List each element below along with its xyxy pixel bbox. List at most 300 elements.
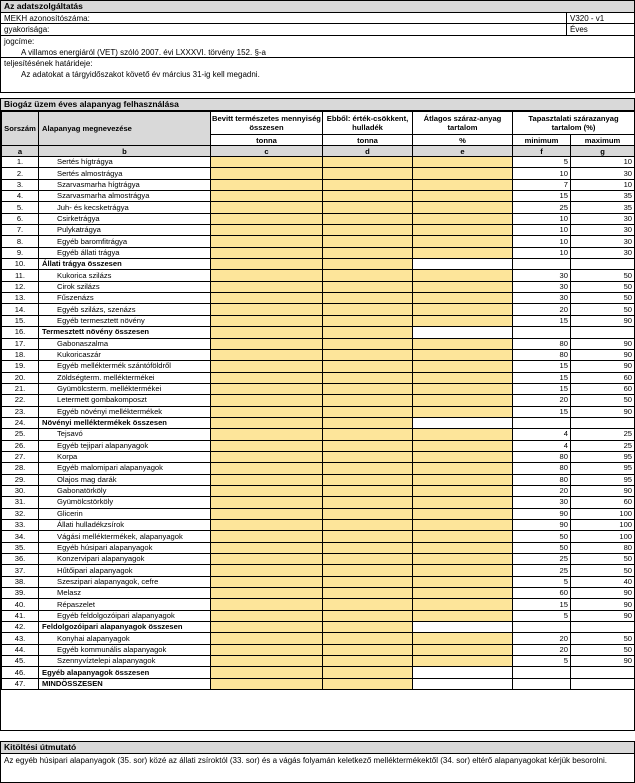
row-number: 32. xyxy=(2,508,39,519)
max-value: 10 xyxy=(571,179,635,190)
max-value: 50 xyxy=(571,281,635,292)
max-value xyxy=(571,622,635,633)
dry-matter-cell[interactable] xyxy=(413,202,513,213)
table-row xyxy=(2,644,635,655)
waste-quantity-cell[interactable] xyxy=(323,383,413,394)
input-quantity-cell[interactable] xyxy=(211,259,323,270)
max-value: 80 xyxy=(571,542,635,553)
min-value xyxy=(513,678,571,689)
min-value: 80 xyxy=(513,463,571,474)
max-value: 95 xyxy=(571,463,635,474)
input-quantity-cell[interactable] xyxy=(211,202,323,213)
row-number: 9. xyxy=(2,247,39,258)
row-name: Melasz xyxy=(39,588,211,599)
input-quantity-cell[interactable] xyxy=(211,633,323,644)
row-name: Szennyvíztelepi alapanyagok xyxy=(39,656,211,667)
min-value: 4 xyxy=(513,440,571,451)
col-letter-g: g xyxy=(571,146,635,157)
input-quantity-cell[interactable] xyxy=(211,463,323,474)
dry-matter-cell[interactable] xyxy=(413,213,513,224)
max-value: 10 xyxy=(571,157,635,168)
min-value: 20 xyxy=(513,644,571,655)
row-name: Egyéb melléktermék szántóföldről xyxy=(39,361,211,372)
dry-matter-cell[interactable] xyxy=(413,610,513,621)
input-quantity-cell[interactable] xyxy=(211,168,323,179)
table-row xyxy=(2,451,635,462)
min-value xyxy=(513,417,571,428)
waste-quantity-cell[interactable] xyxy=(323,225,413,236)
row-number: 26. xyxy=(2,440,39,451)
input-quantity-cell[interactable] xyxy=(211,213,323,224)
min-value: 25 xyxy=(513,565,571,576)
max-value: 90 xyxy=(571,599,635,610)
input-quantity-cell[interactable] xyxy=(211,588,323,599)
input-quantity-cell[interactable] xyxy=(211,542,323,553)
dry-matter-cell[interactable] xyxy=(413,565,513,576)
col-header-name: Alapanyag megnevezése xyxy=(39,112,211,146)
min-value: 15 xyxy=(513,599,571,610)
dry-matter-cell[interactable] xyxy=(413,395,513,406)
table-row xyxy=(2,667,635,678)
table-row xyxy=(2,565,635,576)
row-number: 40. xyxy=(2,599,39,610)
row-number: 2. xyxy=(2,168,39,179)
max-value: 50 xyxy=(571,270,635,281)
row-name: Egyéb növényi melléktermékek xyxy=(39,406,211,417)
max-value: 35 xyxy=(571,202,635,213)
input-quantity-cell[interactable] xyxy=(211,236,323,247)
table-row xyxy=(2,542,635,553)
input-quantity-cell[interactable] xyxy=(211,157,323,168)
input-quantity-cell[interactable] xyxy=(211,281,323,292)
row-number: 30. xyxy=(2,485,39,496)
input-quantity-cell[interactable] xyxy=(211,417,323,428)
dry-matter-cell[interactable] xyxy=(413,588,513,599)
unit-g: maximum xyxy=(571,135,635,146)
waste-quantity-cell[interactable] xyxy=(323,485,413,496)
dry-matter-cell[interactable] xyxy=(413,168,513,179)
dry-matter-cell[interactable] xyxy=(413,179,513,190)
dry-matter-cell[interactable] xyxy=(413,406,513,417)
row-name: Csirketrágya xyxy=(39,213,211,224)
row-name: Juh- és kecsketrágya xyxy=(39,202,211,213)
waste-quantity-cell[interactable] xyxy=(323,610,413,621)
row-name: MINDÖSSZESEN xyxy=(39,678,211,689)
row-number: 31. xyxy=(2,497,39,508)
row-number: 45. xyxy=(2,656,39,667)
row-number: 14. xyxy=(2,304,39,315)
dry-matter-cell[interactable] xyxy=(413,372,513,383)
dry-matter-cell[interactable] xyxy=(413,520,513,531)
dry-matter-cell[interactable] xyxy=(413,293,513,304)
dry-matter-cell[interactable] xyxy=(413,463,513,474)
input-quantity-cell[interactable] xyxy=(211,565,323,576)
dry-matter-cell[interactable] xyxy=(413,554,513,565)
min-value: 15 xyxy=(513,361,571,372)
feedstock-table-title: Biogáz üzem éves alapanyag felhasználása xyxy=(1,99,634,111)
table-row xyxy=(2,168,635,179)
dry-matter-cell[interactable] xyxy=(413,440,513,451)
table-row xyxy=(2,383,635,394)
waste-quantity-cell[interactable] xyxy=(323,338,413,349)
col-letter-b: b xyxy=(39,146,211,157)
max-value xyxy=(571,667,635,678)
table-row xyxy=(2,338,635,349)
input-quantity-cell[interactable] xyxy=(211,395,323,406)
input-quantity-cell[interactable] xyxy=(211,451,323,462)
row-name: Konzervipari alapanyagok xyxy=(39,554,211,565)
row-name: Egyéb feldolgozóipari alapanyagok xyxy=(39,610,211,621)
info-row-frequency xyxy=(1,24,634,35)
input-quantity-cell[interactable] xyxy=(211,225,323,236)
waste-quantity-cell[interactable] xyxy=(323,440,413,451)
row-name: Állati trágya összesen xyxy=(39,259,211,270)
max-value xyxy=(571,327,635,338)
input-quantity-cell[interactable] xyxy=(211,383,323,394)
input-quantity-cell[interactable] xyxy=(211,576,323,587)
max-value: 25 xyxy=(571,429,635,440)
row-number: 4. xyxy=(2,191,39,202)
min-value: 5 xyxy=(513,656,571,667)
table-row xyxy=(2,508,635,519)
waste-quantity-cell[interactable] xyxy=(323,157,413,168)
waste-quantity-cell[interactable] xyxy=(323,213,413,224)
input-quantity-cell[interactable] xyxy=(211,474,323,485)
dry-matter-cell[interactable] xyxy=(413,451,513,462)
min-value: 30 xyxy=(513,497,571,508)
min-value xyxy=(513,259,571,270)
table-row xyxy=(2,259,635,270)
waste-quantity-cell[interactable] xyxy=(323,270,413,281)
input-quantity-cell[interactable] xyxy=(211,497,323,508)
dry-matter-cell[interactable] xyxy=(413,191,513,202)
row-number: 6. xyxy=(2,213,39,224)
waste-quantity-cell[interactable] xyxy=(323,429,413,440)
info-label-frequency: gyakorisága: xyxy=(4,25,50,35)
min-value: 50 xyxy=(513,531,571,542)
dry-matter-cell[interactable] xyxy=(413,656,513,667)
col-header-waste: Ebből: érték-csökkent, hulladék xyxy=(323,112,413,135)
min-value: 80 xyxy=(513,349,571,360)
info-row-id xyxy=(1,13,634,24)
waste-quantity-cell[interactable] xyxy=(323,463,413,474)
min-value: 10 xyxy=(513,168,571,179)
row-name: Egyéb alapanyagok összesen xyxy=(39,667,211,678)
row-number: 38. xyxy=(2,576,39,587)
row-name: Egyéb malomipari alapanyagok xyxy=(39,463,211,474)
max-value: 90 xyxy=(571,338,635,349)
waste-quantity-cell[interactable] xyxy=(323,554,413,565)
waste-quantity-cell[interactable] xyxy=(323,417,413,428)
row-name: Feldolgozóipari alapanyagok összesen xyxy=(39,622,211,633)
min-value: 30 xyxy=(513,270,571,281)
waste-quantity-cell[interactable] xyxy=(323,633,413,644)
waste-quantity-cell[interactable] xyxy=(323,667,413,678)
input-quantity-cell[interactable] xyxy=(211,440,323,451)
row-name: Korpa xyxy=(39,451,211,462)
waste-quantity-cell[interactable] xyxy=(323,315,413,326)
input-quantity-cell[interactable] xyxy=(211,327,323,338)
input-quantity-cell[interactable] xyxy=(211,622,323,633)
min-value: 15 xyxy=(513,315,571,326)
max-value xyxy=(571,417,635,428)
max-value: 100 xyxy=(571,531,635,542)
row-number: 41. xyxy=(2,610,39,621)
input-quantity-cell[interactable] xyxy=(211,315,323,326)
table-row xyxy=(2,236,635,247)
waste-quantity-cell[interactable] xyxy=(323,281,413,292)
waste-quantity-cell[interactable] xyxy=(323,395,413,406)
dry-matter-cell[interactable] xyxy=(413,270,513,281)
table-row xyxy=(2,270,635,281)
waste-quantity-cell[interactable] xyxy=(323,576,413,587)
min-value: 25 xyxy=(513,554,571,565)
dry-matter-cell[interactable] xyxy=(413,338,513,349)
table-row xyxy=(2,293,635,304)
input-quantity-cell[interactable] xyxy=(211,247,323,258)
row-name: Egyéb húsipari alapanyagok xyxy=(39,542,211,553)
waste-quantity-cell[interactable] xyxy=(323,179,413,190)
dry-matter-cell[interactable] xyxy=(413,361,513,372)
dry-matter-cell[interactable] xyxy=(413,508,513,519)
row-number: 37. xyxy=(2,565,39,576)
input-quantity-cell[interactable] xyxy=(211,485,323,496)
waste-quantity-cell[interactable] xyxy=(323,202,413,213)
dry-matter-cell[interactable] xyxy=(413,315,513,326)
waste-quantity-cell[interactable] xyxy=(323,565,413,576)
max-value: 90 xyxy=(571,588,635,599)
col-header-dry-matter: Átlagos száraz-anyag tartalom xyxy=(413,112,513,135)
max-value: 50 xyxy=(571,565,635,576)
dry-matter-cell[interactable] xyxy=(413,485,513,496)
instructions-title: Kitöltési útmutató xyxy=(1,742,634,754)
min-value: 5 xyxy=(513,610,571,621)
input-quantity-cell[interactable] xyxy=(211,508,323,519)
waste-quantity-cell[interactable] xyxy=(323,372,413,383)
table-row xyxy=(2,678,635,689)
input-quantity-cell[interactable] xyxy=(211,554,323,565)
input-quantity-cell[interactable] xyxy=(211,191,323,202)
input-quantity-cell[interactable] xyxy=(211,656,323,667)
dry-matter-cell[interactable] xyxy=(413,236,513,247)
min-value: 25 xyxy=(513,202,571,213)
row-name: Tejsavó xyxy=(39,429,211,440)
dry-matter-cell[interactable] xyxy=(413,644,513,655)
waste-quantity-cell[interactable] xyxy=(323,520,413,531)
row-number: 44. xyxy=(2,644,39,655)
unit-f: minimum xyxy=(513,135,571,146)
waste-quantity-cell[interactable] xyxy=(323,259,413,270)
dry-matter-cell xyxy=(413,667,513,678)
row-number: 21. xyxy=(2,383,39,394)
table-row xyxy=(2,429,635,440)
input-quantity-cell[interactable] xyxy=(211,678,323,689)
row-name: Répaszelet xyxy=(39,599,211,610)
min-value: 60 xyxy=(513,588,571,599)
input-quantity-cell[interactable] xyxy=(211,644,323,655)
info-legal-basis-text: A villamos energiáról (VET) szóló 2007. évi LXXXVI. törvény 152. §-a xyxy=(21,47,267,57)
row-number: 11. xyxy=(2,270,39,281)
waste-quantity-cell[interactable] xyxy=(323,542,413,553)
info-value-frequency: Éves xyxy=(566,24,634,34)
dry-matter-cell[interactable] xyxy=(413,633,513,644)
input-quantity-cell[interactable] xyxy=(211,338,323,349)
dry-matter-cell[interactable] xyxy=(413,599,513,610)
table-row xyxy=(2,610,635,621)
min-value xyxy=(513,327,571,338)
dry-matter-cell[interactable] xyxy=(413,157,513,168)
row-number: 13. xyxy=(2,293,39,304)
max-value: 90 xyxy=(571,361,635,372)
waste-quantity-cell[interactable] xyxy=(323,247,413,258)
row-name: Egyéb baromfitrágya xyxy=(39,236,211,247)
dry-matter-cell[interactable] xyxy=(413,576,513,587)
input-quantity-cell[interactable] xyxy=(211,429,323,440)
waste-quantity-cell[interactable] xyxy=(323,349,413,360)
row-name: Szarvasmarha hígtrágya xyxy=(39,179,211,190)
row-name: Egyéb termesztett növény xyxy=(39,315,211,326)
input-quantity-cell[interactable] xyxy=(211,372,323,383)
max-value: 30 xyxy=(571,247,635,258)
waste-quantity-cell[interactable] xyxy=(323,622,413,633)
max-value xyxy=(571,678,635,689)
input-quantity-cell[interactable] xyxy=(211,361,323,372)
min-value: 50 xyxy=(513,542,571,553)
waste-quantity-cell[interactable] xyxy=(323,304,413,315)
row-number: 10. xyxy=(2,259,39,270)
waste-quantity-cell[interactable] xyxy=(323,531,413,542)
dry-matter-cell[interactable] xyxy=(413,429,513,440)
min-value xyxy=(513,622,571,633)
info-label-deadline: teljesítésének határideje: xyxy=(4,59,93,69)
waste-quantity-cell[interactable] xyxy=(323,678,413,689)
waste-quantity-cell[interactable] xyxy=(323,293,413,304)
max-value: 95 xyxy=(571,474,635,485)
dry-matter-cell[interactable] xyxy=(413,531,513,542)
table-row xyxy=(2,588,635,599)
table-row xyxy=(2,179,635,190)
input-quantity-cell[interactable] xyxy=(211,349,323,360)
row-number: 35. xyxy=(2,542,39,553)
feedstock-table-box xyxy=(0,98,635,731)
table-row xyxy=(2,406,635,417)
min-value: 15 xyxy=(513,191,571,202)
row-number: 8. xyxy=(2,236,39,247)
waste-quantity-cell[interactable] xyxy=(323,168,413,179)
table-row xyxy=(2,474,635,485)
col-header-no: Sorszám xyxy=(2,112,39,146)
row-number: 34. xyxy=(2,531,39,542)
input-quantity-cell[interactable] xyxy=(211,179,323,190)
row-name: Sertés almostrágya xyxy=(39,168,211,179)
input-quantity-cell[interactable] xyxy=(211,599,323,610)
min-value: 10 xyxy=(513,236,571,247)
dry-matter-cell xyxy=(413,417,513,428)
row-name: Fűszenázs xyxy=(39,293,211,304)
table-row xyxy=(2,315,635,326)
waste-quantity-cell[interactable] xyxy=(323,327,413,338)
unit-d: tonna xyxy=(323,135,413,146)
waste-quantity-cell[interactable] xyxy=(323,474,413,485)
table-row xyxy=(2,281,635,292)
max-value: 25 xyxy=(571,440,635,451)
max-value: 50 xyxy=(571,293,635,304)
min-value: 15 xyxy=(513,383,571,394)
waste-quantity-cell[interactable] xyxy=(323,191,413,202)
waste-quantity-cell[interactable] xyxy=(323,451,413,462)
row-name: Kukoricaszár xyxy=(39,349,211,360)
min-value: 20 xyxy=(513,304,571,315)
dry-matter-cell[interactable] xyxy=(413,349,513,360)
feedstock-table xyxy=(1,111,635,690)
dry-matter-cell[interactable] xyxy=(413,225,513,236)
dry-matter-cell[interactable] xyxy=(413,497,513,508)
row-name: Szarvasmarha almostrágya xyxy=(39,191,211,202)
row-name: Egyéb állati trágya xyxy=(39,247,211,258)
row-number: 25. xyxy=(2,429,39,440)
max-value: 50 xyxy=(571,554,635,565)
row-name: Szeszipari alapanyagok, cefre xyxy=(39,576,211,587)
dry-matter-cell[interactable] xyxy=(413,383,513,394)
input-quantity-cell[interactable] xyxy=(211,610,323,621)
input-quantity-cell[interactable] xyxy=(211,293,323,304)
max-value: 50 xyxy=(571,644,635,655)
max-value: 60 xyxy=(571,383,635,394)
instructions-text: Az egyéb húsipari alapanyagok (35. sor) közé az állati zsíroktól (33. sor) és a vágás folyamán keletkező melléktermékektől (34. sor) eltérő alapanyagokat kérjük besorolni. xyxy=(4,756,607,765)
waste-quantity-cell[interactable] xyxy=(323,508,413,519)
waste-quantity-cell[interactable] xyxy=(323,406,413,417)
input-quantity-cell[interactable] xyxy=(211,270,323,281)
input-quantity-cell[interactable] xyxy=(211,531,323,542)
dry-matter-cell[interactable] xyxy=(413,474,513,485)
info-label-legal-basis: jogcíme: xyxy=(4,36,35,46)
dry-matter-cell xyxy=(413,259,513,270)
dry-matter-cell[interactable] xyxy=(413,304,513,315)
min-value: 80 xyxy=(513,451,571,462)
row-number: 33. xyxy=(2,520,39,531)
input-quantity-cell[interactable] xyxy=(211,304,323,315)
row-name: Gabonatörköly xyxy=(39,485,211,496)
table-row xyxy=(2,656,635,667)
min-value: 15 xyxy=(513,372,571,383)
dry-matter-cell[interactable] xyxy=(413,542,513,553)
waste-quantity-cell[interactable] xyxy=(323,236,413,247)
min-value: 20 xyxy=(513,485,571,496)
max-value: 30 xyxy=(571,236,635,247)
dry-matter-cell[interactable] xyxy=(413,281,513,292)
waste-quantity-cell[interactable] xyxy=(323,361,413,372)
input-quantity-cell[interactable] xyxy=(211,667,323,678)
min-value: 10 xyxy=(513,213,571,224)
row-number: 23. xyxy=(2,406,39,417)
waste-quantity-cell[interactable] xyxy=(323,599,413,610)
input-quantity-cell[interactable] xyxy=(211,406,323,417)
row-number: 12. xyxy=(2,281,39,292)
instructions-box xyxy=(0,741,635,783)
max-value: 95 xyxy=(571,451,635,462)
dry-matter-cell[interactable] xyxy=(413,247,513,258)
row-name: Egyéb szilázs, szenázs xyxy=(39,304,211,315)
waste-quantity-cell[interactable] xyxy=(323,588,413,599)
table-row xyxy=(2,225,635,236)
table-row xyxy=(2,191,635,202)
max-value: 60 xyxy=(571,372,635,383)
waste-quantity-cell[interactable] xyxy=(323,656,413,667)
input-quantity-cell[interactable] xyxy=(211,520,323,531)
max-value: 40 xyxy=(571,576,635,587)
waste-quantity-cell[interactable] xyxy=(323,644,413,655)
waste-quantity-cell[interactable] xyxy=(323,497,413,508)
